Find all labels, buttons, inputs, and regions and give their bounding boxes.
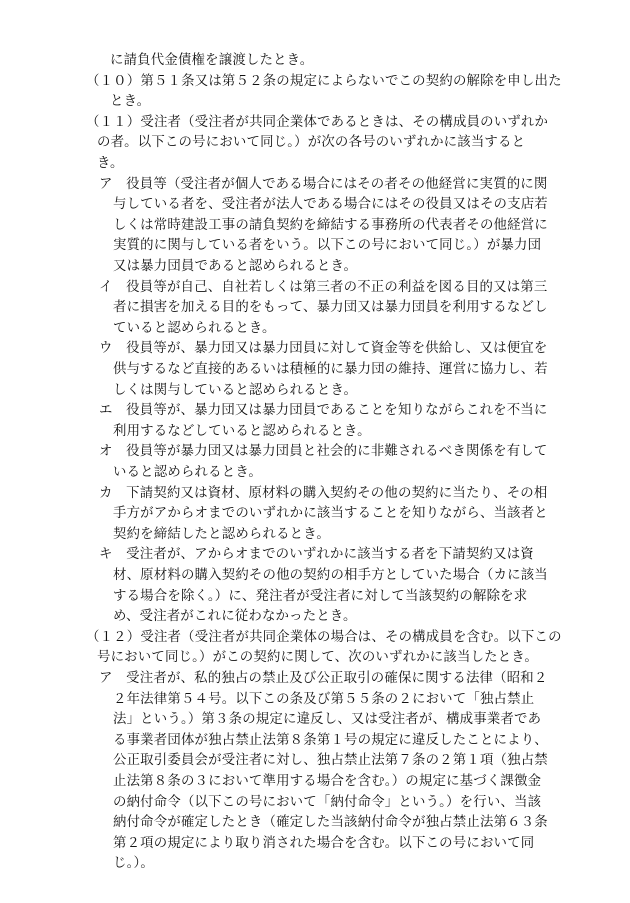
text-line: イ 役員等が自己、自社若しくは第三者の不正の利益を図る目的又は第三 (99, 279, 548, 295)
text-line: エ 役員等が、暴力団又は暴力団員であることを知りながらこれを不当に (99, 403, 548, 419)
text-line: ２年法律第５４号。以下この条及び第５５条の２において「独占禁止 (113, 691, 535, 707)
text-line: しくは常時建設工事の請負契約を締結する事務所の代表者その他経営に (113, 217, 548, 233)
text-line: ていると認められるとき。 (113, 320, 276, 336)
text-line: キ 受注者が、アからオまでのいずれかに該当する者を下請契約又は資 (99, 547, 534, 563)
text-line: の者。以下この号において同じ。）が次の各号のいずれかに該当すると (97, 135, 526, 151)
text-line: する場合を除く。）に、発注者が受注者に対して当該契約の解除を求 (113, 588, 528, 604)
text-line: 号において同じ。）がこの契約に関して、次のいずれかに該当したとき。 (97, 650, 538, 666)
text-line: ア 受注者が、私的独占の禁止及び公正取引の確保に関する法律（昭和２ (99, 671, 548, 686)
text-line: 第２項の規定により取り消された場合を含む。以下この号において同 (113, 835, 535, 851)
text-line: とき。 (110, 94, 151, 110)
text-line: の納付命令（以下この号において「納付命令」という。）を行い、当該 (113, 794, 542, 810)
text-line: ウ 役員等が、暴力団又は暴力団員に対して資金等を供給し、又は便宜を (99, 341, 548, 357)
text-line: 契約を締結したと認められるとき。 (113, 526, 330, 542)
text-line: 又は暴力団員であると認められるとき。 (113, 259, 358, 274)
text-line: ア 役員等（受注者が個人である場合にはその者その他経営に実質的に関 (99, 176, 548, 192)
text-line: 止法第８条の３において準用する場合を含む。）の規定に基づく課徴金 (113, 774, 542, 789)
text-line: 供与するなど直接的あるいは積極的に暴力団の維持、運営に協力し、若 (113, 362, 548, 377)
text-line: 利用するなどしていると認められるとき。 (113, 423, 371, 439)
text-line: しくは関与していると認められるとき。 (113, 382, 358, 398)
text-line: 法」という。）第３条の規定に違反し、又は受注者が、構成事業者であ (113, 712, 542, 728)
text-line: き。 (97, 156, 124, 171)
text-line: 材、原材料の購入契約その他の契約の相手方としていた場合（カに該当 (113, 568, 548, 583)
text-line: 納付命令が確定したとき（確定した当該納付命令が独占禁止法第６３条 (113, 815, 548, 831)
text-line: （１２）受注者（受注者が共同企業体の場合は、その構成員を含む。以下この (86, 629, 562, 645)
text-line: に請負代金債権を譲渡したとき。 (110, 53, 314, 68)
text-line: （１０）第５１条又は第５２条の規定によらないでこの契約の解除を申し出た (86, 73, 562, 89)
text-line: じ。）。 (113, 856, 154, 872)
text-line: 公正取引委員会が受注者に対し、独占禁止法第７条の２第１項（独占禁 (113, 753, 548, 769)
text-line: オ 役員等が暴力団又は暴力団員と社会的に非難されるべき関係を有して (99, 444, 548, 460)
text-line: いると認められるとき。 (113, 465, 262, 480)
text-line: 者に損害を加える目的をもって、暴力団又は暴力団員を利用するなどし (113, 300, 548, 316)
text-line: 与している者を、受注者が法人である場合にはその役員又はその支店若 (113, 197, 548, 213)
text-line: 実質的に関与している者をいう。以下この号において同じ。）が暴力団 (113, 238, 542, 254)
text-line: る事業者団体が独占禁止法第８条第１号の規定に違反したことにより、 (113, 732, 548, 748)
text-line: カ 下請契約又は資材、原材料の購入契約その他の契約に当たり、その相 (99, 485, 548, 501)
text-line: 手方がアからオまでのいずれかに該当することを知りながら、当該者と (113, 506, 548, 522)
text-line: （１１）受注者（受注者が共同企業体であるときは、その構成員のいずれか (86, 114, 549, 130)
text-line: め、受注者がこれに従わなかったとき。 (113, 609, 357, 625)
